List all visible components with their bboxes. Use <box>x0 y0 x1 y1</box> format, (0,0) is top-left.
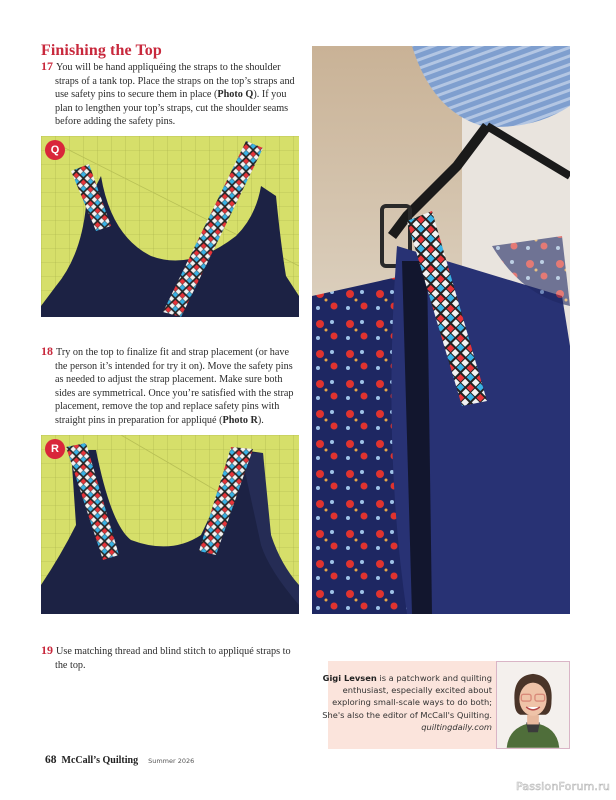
step-17 <box>41 60 303 129</box>
step-number: 17 <box>41 59 53 73</box>
photo-q-badge: Q <box>45 140 65 160</box>
step-text-end: ). <box>257 414 264 426</box>
step-18 <box>41 345 303 428</box>
author-website-link[interactable]: quiltingdaily.com <box>421 721 492 732</box>
photo-main-hanging-top <box>312 46 570 614</box>
hanging-top-photo <box>312 46 570 614</box>
step-number: 18 <box>41 344 53 358</box>
author-photo <box>496 661 570 749</box>
author-bio <box>322 672 492 733</box>
page-footer <box>45 754 194 766</box>
author-name: Gigi Levsen <box>322 673 377 683</box>
tank-top-pinned-photo <box>41 435 299 614</box>
step-text: You will be hand appliquéing the straps to the shoulder straps of a tank top. Place the straps on the top’s straps and use safety pins to secure them in place ( <box>55 62 295 101</box>
photo-q <box>41 136 299 317</box>
step-number: 19 <box>41 643 53 657</box>
watermark: PassionForum.ru <box>516 780 610 793</box>
author-bio-box <box>322 661 570 749</box>
page-number: 68 <box>45 754 57 766</box>
step-19 <box>41 644 303 672</box>
step-text-end: ). If you plan to lengthen your top’s straps, cut the shoulder seams before adding the safety pins. <box>55 89 289 128</box>
step-text: Use matching thread and blind stitch to appliqué straps to the top. <box>55 646 291 671</box>
photo-reference: Photo Q <box>217 89 254 101</box>
photo-r-badge: R <box>45 439 65 459</box>
step-text: Try on the top to finalize fit and strap placement (or have the person it’s intended for try it on). Move the safety pins as needed to adjust the strap placement. Make sure both sides are symmetrical. Once you’re satisfied with the strap placement, remove the top and replace safety pins with straight pins in preparation for appliqué ( <box>55 347 294 426</box>
author-description: is a patchwork and quilting enthusiast, especially excited about exploring small-scale ways to do both; She's also the editor of McCall's Quilting. <box>322 673 492 720</box>
magazine-name: McCall’s Quilting <box>61 755 139 766</box>
author-portrait <box>497 662 569 748</box>
photo-reference: Photo R <box>222 414 258 426</box>
issue-date: Summer 2026 <box>148 757 195 765</box>
photo-r <box>41 435 299 614</box>
section-title: Finishing the Top <box>41 42 162 59</box>
tank-top-straps-photo <box>41 136 299 317</box>
